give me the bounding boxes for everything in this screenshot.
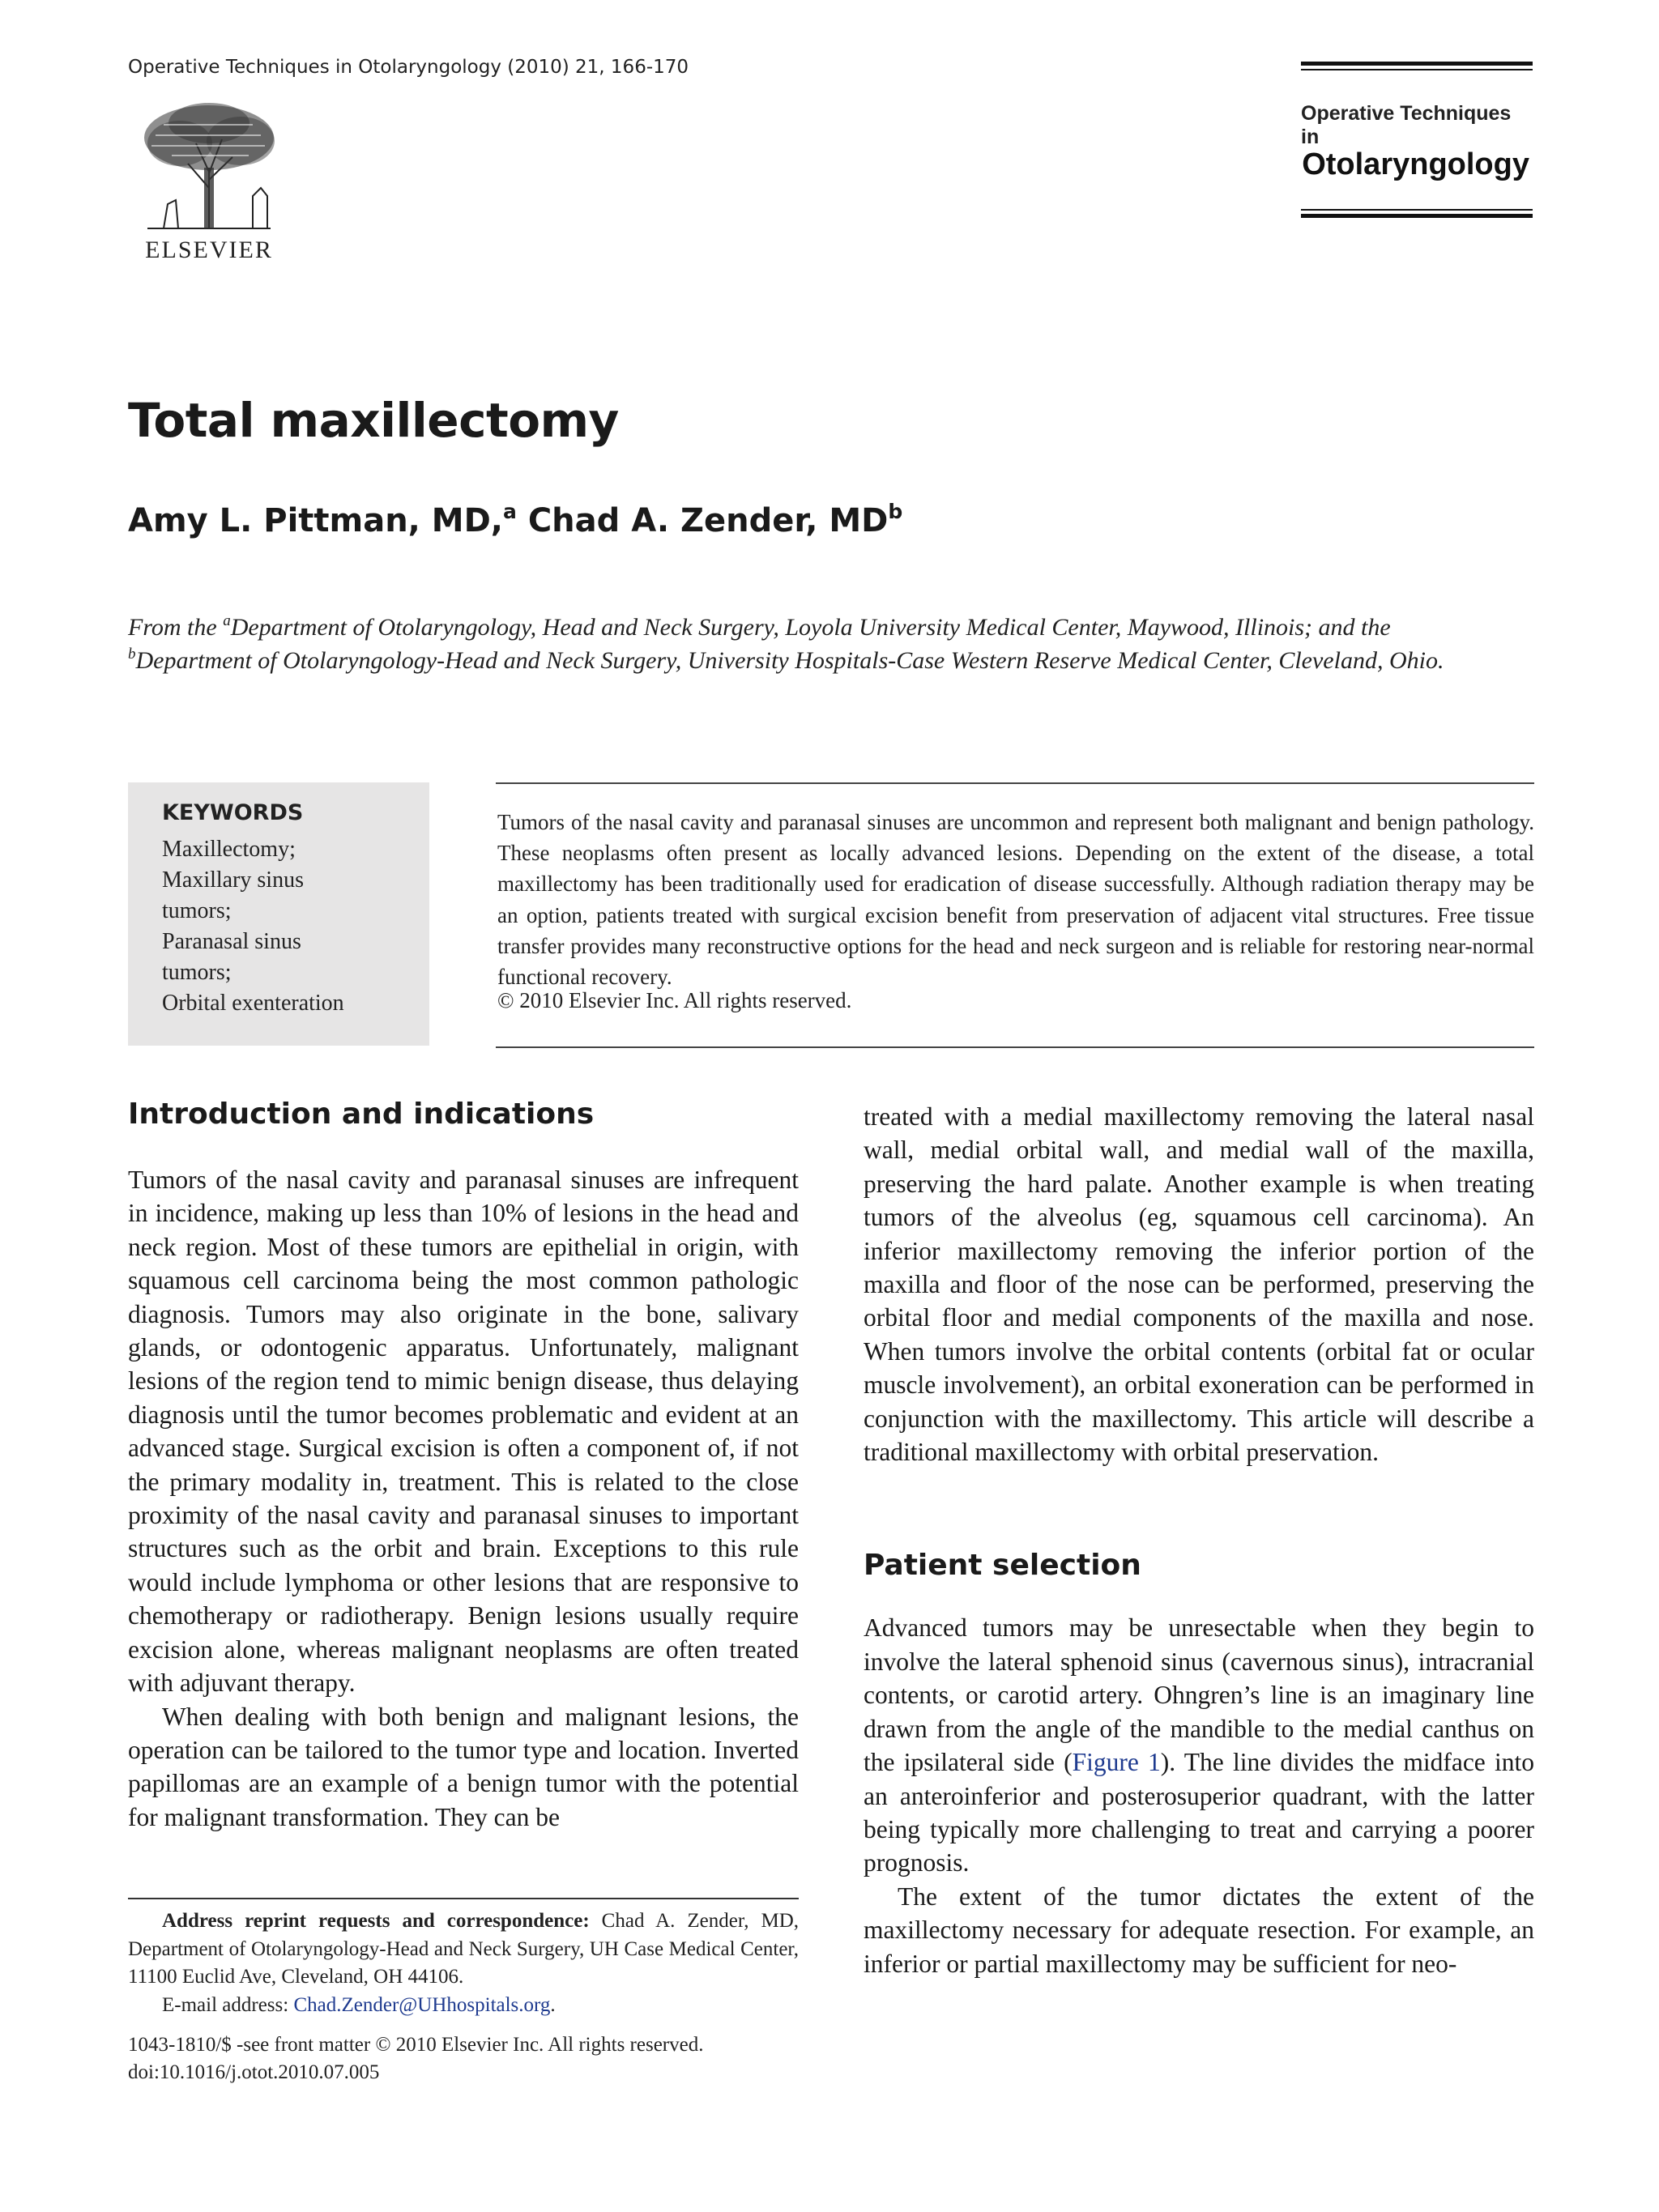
footnote-address-text: Chad A. Zender, MD, Department of Otolaryngology-Head and Neck Surgery, UH Case Medical Center, 11100 Euclid Ave, Cleveland, OH 44106.: [128, 1910, 799, 1988]
keywords-heading: KEYWORDS: [162, 800, 304, 825]
affiliation-mark: b: [128, 646, 136, 663]
paragraph: The extent of the tumor dictates the extent of the maxillectomy necessary for adequate resection. For example, an inferior or partial maxillectomy may be sufficient for neo-: [864, 1882, 1534, 1978]
author-affiliation-mark: a: [503, 500, 517, 523]
abstract-text: Tumors of the nasal cavity and paranasal sinuses are uncommon and represent both malignant and benign pathology. These neoplasms often present as locally advanced lesions. Depending on the extent of the disease, a total maxillectomy has been traditionally used for eradication of disease successfully. Although radiation therapy may be an option, patients treated with surgical excision benefit from preservation of adjacent vital structures. Free tissue transfer provides many reconstructive options for the head and neck surgeon and is reliable for restoring near-normal functional recovery.: [497, 810, 1534, 990]
paragraph-text: Advanced tumors may be unresectable when they begin to involve the lateral sphenoid sinus (cavernous sinus), intracranial contents, or carotid artery. Ohngren’s line is an imaginary line drawn from the angle of the mandible to the medial canthus on the ipsilateral side (: [864, 1613, 1534, 1777]
section-heading-patient-selection: Patient selection: [864, 1549, 1141, 1583]
affiliation-mark: a: [223, 612, 231, 629]
section-heading-introduction: Introduction and indications: [128, 1097, 595, 1131]
journal-title: Otolaryngology: [1302, 147, 1529, 181]
article-title: Total maxillectomy: [128, 393, 619, 448]
affiliation-b: Department of Otolaryngology-Head and Neck Surgery, University Hospitals-Case Western Reserve Medical Center, Cleveland, Ohio.: [135, 647, 1444, 674]
journal-reference: Operative Techniques in Otolaryngology (2010) 21, 166-170: [128, 57, 689, 78]
paragraph: When dealing with both benign and malignant lesions, the operation can be tailored to the tumor type and location. Inverted papillomas are an example of a benign tumor with the potential for malignant transformation. They can be: [128, 1702, 799, 1831]
abstract-copyright: © 2010 Elsevier Inc. All rights reserved.: [497, 988, 852, 1012]
email-label: E-mail address:: [162, 1993, 294, 2016]
masthead-rule-top: [1301, 62, 1533, 70]
affiliations: [128, 611, 1534, 677]
affiliation-a: Department of Otolaryngology, Head and Neck Surgery, Loyola University Medical Center, Maywood, Illinois; and the: [230, 614, 1391, 641]
figure-1-link[interactable]: Figure 1: [1072, 1748, 1161, 1777]
keyword-item: Paranasal sinus: [162, 929, 301, 954]
email-link[interactable]: Chad.Zender@UHhospitals.org: [293, 1993, 551, 2016]
author-name: Amy L. Pittman, MD,: [128, 502, 503, 539]
author-affiliation-mark: b: [888, 500, 903, 523]
footnote-address: [128, 1907, 799, 1992]
paragraph: [864, 1611, 1534, 1879]
masthead-rule-bottom: [1301, 209, 1533, 218]
keyword-item: Maxillectomy;: [162, 837, 296, 862]
right-column: [864, 1089, 1534, 1980]
keywords-box: [128, 782, 429, 1046]
journal-masthead: [1301, 62, 1533, 220]
footnote-label: Address reprint requests and correspondence:: [162, 1910, 590, 1932]
paragraph-text: ). The line divides the midface into an anteroinferior and posterosuperior quadrant, with the latter being typically more challenging to treat and carrying a poorer prognosis.: [864, 1748, 1534, 1877]
keyword-item: tumors;: [162, 898, 232, 923]
keyword-item: Maxillary sinus: [162, 867, 304, 893]
issn-doi: [128, 2031, 703, 2086]
left-column: [128, 1089, 799, 1834]
correspondence-footnote: [128, 1898, 799, 2019]
footnote-email: [128, 1992, 799, 2020]
email-end: .: [550, 1993, 556, 2016]
issn-line: 1043-1810/$ -see front matter © 2010 Elsevier Inc. All rights reserved.: [128, 2034, 704, 2056]
paragraph: treated with a medial maxillectomy removing the lateral nasal wall, medial orbital wall, and medial wall of the maxilla, preserving the hard palate. Another example is when treating tumors of the alveolus (eg, squamous cell carcinoma). An inferior maxillectomy removing the inferior portion of the maxilla and floor of the nose can be performed, preserving the orbital floor and medial components of the maxilla and nose. When tumors involve the orbital contents (orbital fat or ocular muscle involvement), an orbital exoneration can be performed in conjunction with the maxillectomy. This article will describe a traditional maxillectomy with orbital preservation.: [864, 1102, 1534, 1467]
authors: [128, 502, 902, 539]
elsevier-tree-icon: [131, 99, 287, 237]
abstract: [496, 782, 1534, 1048]
keyword-item: tumors;: [162, 960, 232, 985]
affiliation-prefix: From the: [128, 614, 224, 641]
doi-line: doi:10.1016/j.otot.2010.07.005: [128, 2061, 380, 2083]
journal-subtitle: Operative Techniques in: [1301, 102, 1512, 148]
author-name: Chad A. Zender, MD: [527, 502, 889, 539]
publisher-name: ELSEVIER: [145, 237, 273, 263]
paragraph: Tumors of the nasal cavity and paranasal sinuses are infrequent in incidence, making up less than 10% of lesions in the head and neck region. Most of these tumors are epithelial in origin, with squamous cell carcinoma being the most common pathologic diagnosis. Tumors may also originate in the bone, salivary glands, or odontogenic apparatus. Unfortunately, malignant lesions of the region tend to mimic benign disease, thus delaying diagnosis until the tumor becomes problematic and evident at an advanced stage. Surgical excision is often a component of, if not the primary modality in, treatment. This is related to the close proximity of the nasal cavity and paranasal sinuses to important structures such as the orbit and brain. Exceptions to this rule would include lymphoma or other lesions that are responsive to chemotherapy or radiotherapy. Benign lesions usually require excision alone, whereas malignant neoplasms are often treated with adjuvant therapy.: [128, 1166, 799, 1698]
keywords-list: [162, 834, 344, 1019]
elsevier-logo: [131, 99, 287, 269]
keyword-item: Orbital exenteration: [162, 991, 344, 1016]
